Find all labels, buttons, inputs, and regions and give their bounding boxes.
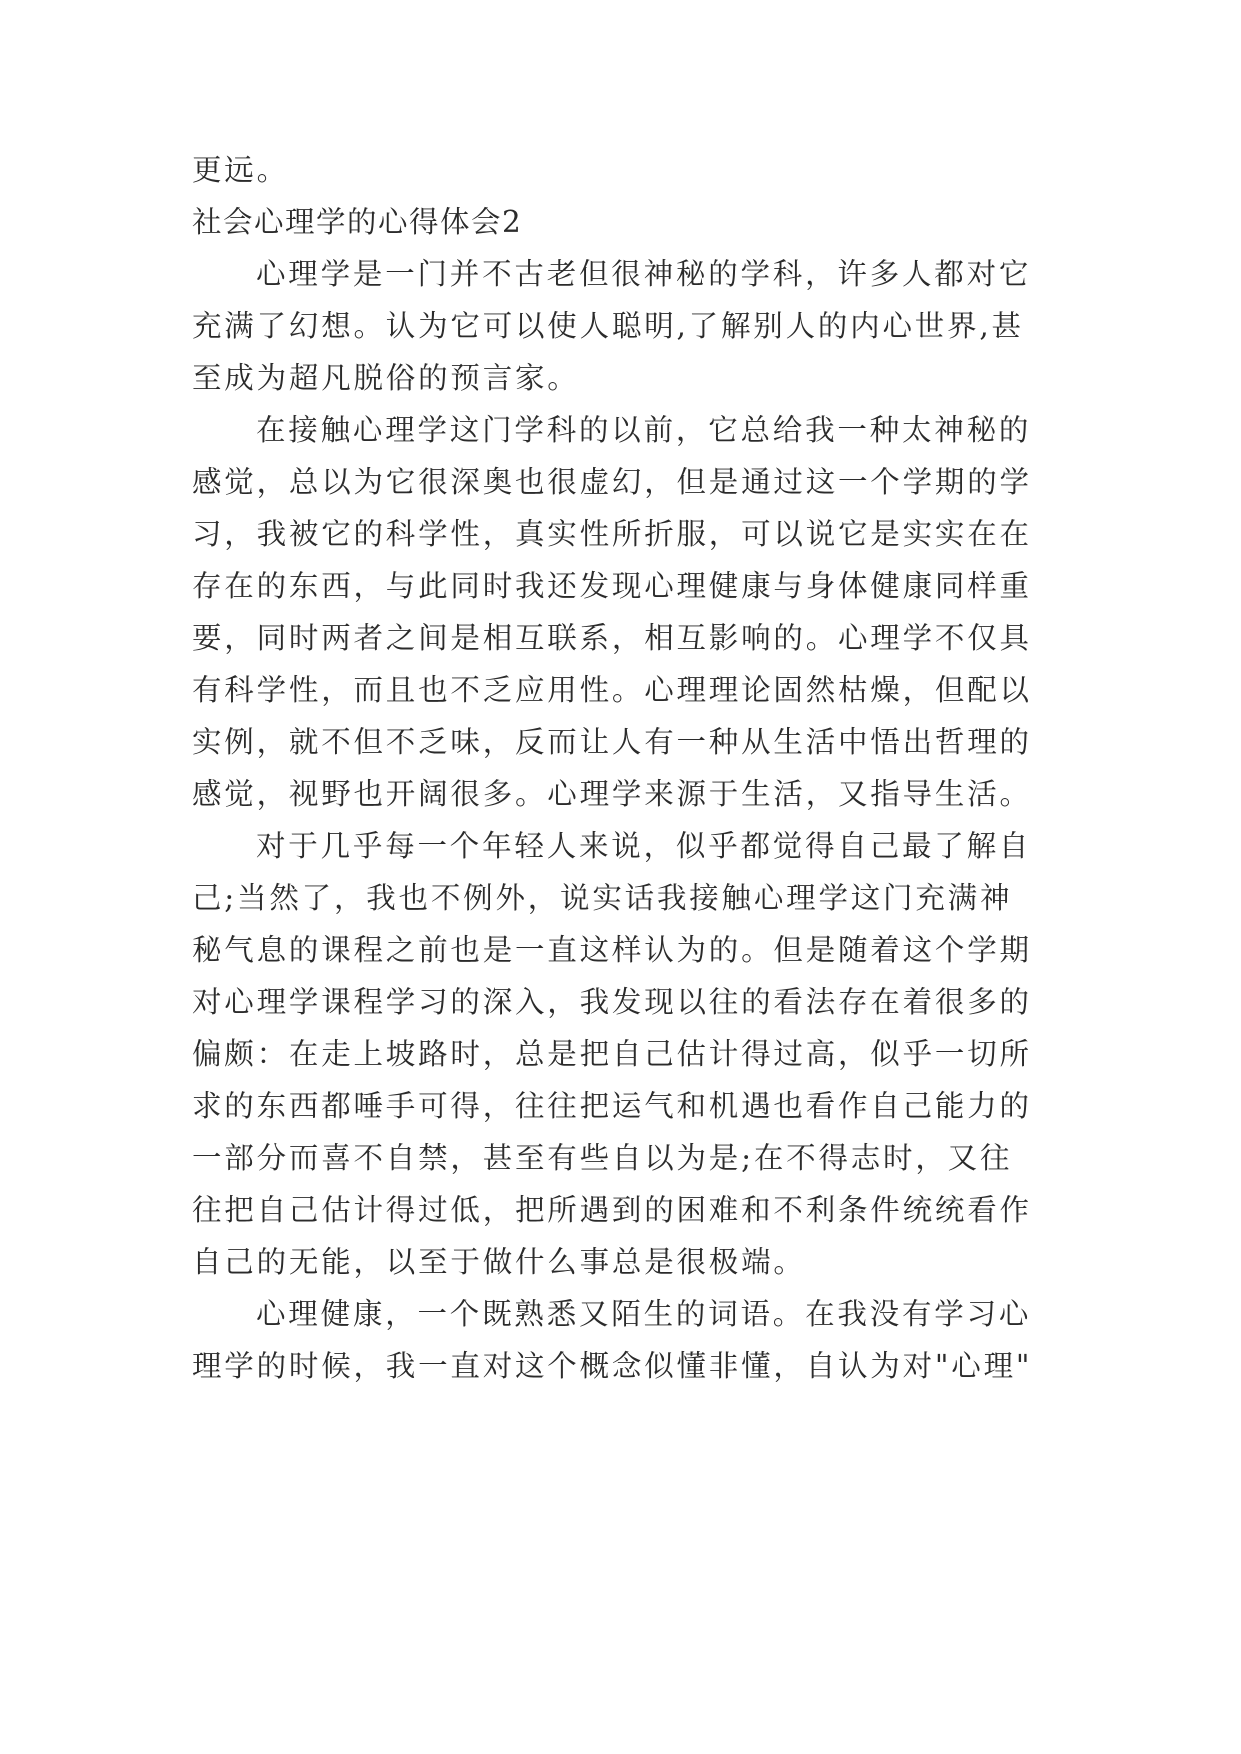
text-line: 感觉，视野也开阔很多。心理学来源于生活，又指导生活。 xyxy=(192,777,1032,811)
text-line: 实例，就不但不乏味，反而让人有一种从生活中悟出哲理的 xyxy=(192,725,1032,759)
text-line: 自己的无能，以至于做什么事总是很极端。 xyxy=(192,1245,806,1279)
text-line: 对于几乎每一个年轻人来说，似乎都觉得自己最了解自 xyxy=(256,829,1032,863)
text-line: 至成为超凡脱俗的预言家。 xyxy=(192,361,580,395)
text-line: 在接触心理学这门学科的以前，它总给我一种太神秘的 xyxy=(256,413,1032,447)
text-line: 往把自己估计得过低，把所遇到的困难和不利条件统统看作 xyxy=(192,1193,1032,1227)
text-line: 更远。 xyxy=(192,153,289,187)
text-line: 对心理学课程学习的深入，我发现以往的看法存在着很多的 xyxy=(192,985,1032,1019)
text-line: 一部分而喜不自禁，甚至有些自以为是;在不得志时，又往 xyxy=(192,1141,1013,1175)
text-line: 理学的时候，我一直对这个概念似懂非懂，自认为对"心理" xyxy=(192,1349,1033,1383)
text-line: 求的东西都唾手可得，往往把运气和机遇也看作自己能力的 xyxy=(192,1089,1032,1123)
text-line: 习，我被它的科学性，真实性所折服，可以说它是实实在在 xyxy=(192,517,1032,551)
text-line: 心理学是一门并不古老但很神秘的学科，许多人都对它 xyxy=(256,257,1032,291)
text-line: 己;当然了，我也不例外，说实话我接触心理学这门充满神 xyxy=(192,881,1013,915)
text-line: 感觉，总以为它很深奥也很虚幻，但是通过这一个学期的学 xyxy=(192,465,1032,499)
text-line: 充满了幻想。认为它可以使人聪明,了解别人的内心世界,甚 xyxy=(192,309,1024,343)
text-line: 存在的东西，与此同时我还发现心理健康与身体健康同样重 xyxy=(192,569,1032,603)
text-line: 偏颇：在走上坡路时，总是把自己估计得过高，似乎一切所 xyxy=(192,1037,1032,1071)
text-line: 秘气息的课程之前也是一直这样认为的。但是随着这个学期 xyxy=(192,933,1032,967)
section-heading: 社会心理学的心得体会2 xyxy=(192,205,523,239)
text-line: 心理健康，一个既熟悉又陌生的词语。在我没有学习心 xyxy=(256,1297,1032,1331)
text-line: 要，同时两者之间是相互联系，相互影响的。心理学不仅具 xyxy=(192,621,1032,655)
text-line: 有科学性，而且也不乏应用性。心理理论固然枯燥，但配以 xyxy=(192,673,1032,707)
